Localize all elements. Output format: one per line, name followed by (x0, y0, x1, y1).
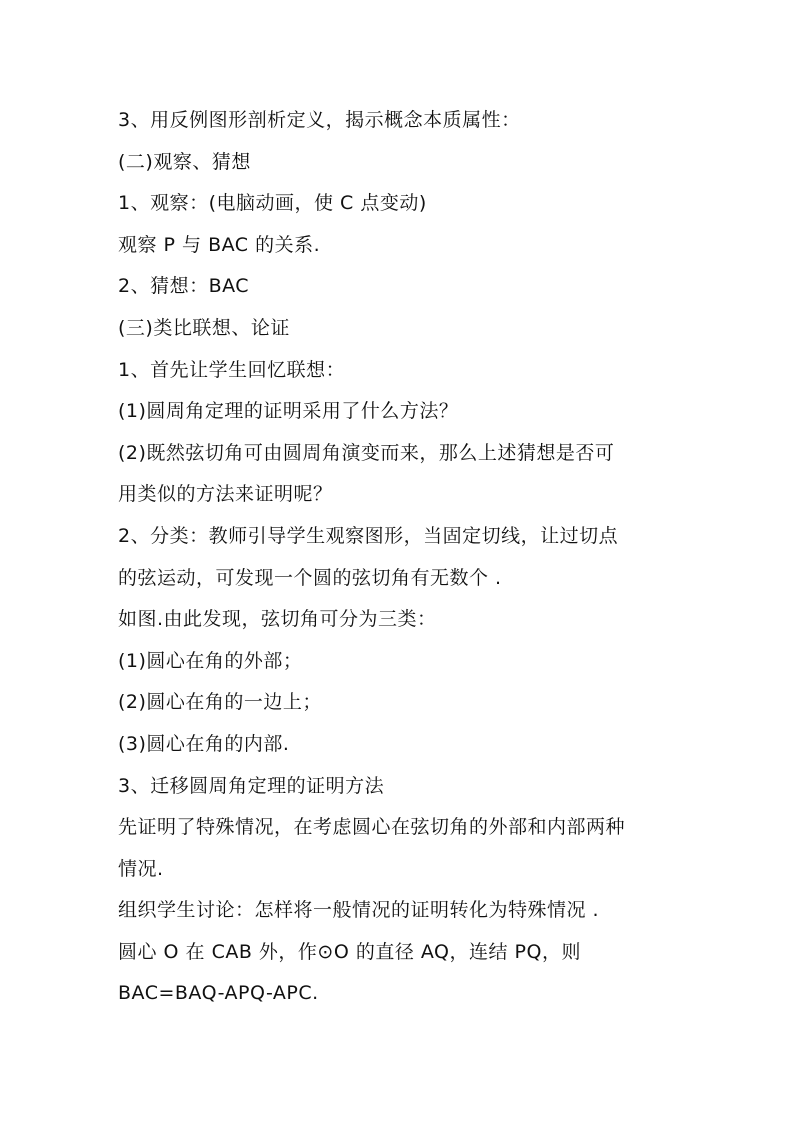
text-line: 3、迁移圆周角定理的证明方法 (118, 774, 385, 797)
text-line: 1、观察：(电脑动画，使 C 点变动) (118, 192, 427, 215)
text-line: 圆心 O 在 CAB 外，作⊙O 的直径 AQ，连结 PQ，则 (118, 940, 581, 963)
text-line: 观察 P 与 BAC 的关系. (118, 233, 321, 256)
text-line: BAC=BAQ-APQ-APC. (118, 982, 319, 1005)
section-heading: (三)类比联想、论证 (118, 316, 290, 339)
text-line: (2)既然弦切角可由圆周角演变而来，那么上述猜想是否可 (118, 441, 615, 464)
list-item: (2)圆心在角的一边上； (118, 691, 322, 714)
text-line: 3、用反例图形剖析定义，揭示概念本质属性： (118, 109, 521, 131)
text-line: 情况. (118, 857, 164, 880)
section-heading: (二)观察、猜想 (118, 150, 251, 173)
text-line: (1)圆周角定理的证明采用了什么方法？ (118, 400, 459, 423)
text-line: 组织学生讨论：怎样将一般情况的证明转化为特殊情况 . (118, 899, 600, 922)
text-line: 2、分类：教师引导学生观察图形，当固定切线，让过切点 (118, 524, 619, 547)
document-body (118, 100, 678, 1015)
text-line: 如图.由此发现，弦切角可分为三类： (118, 608, 437, 631)
text-line: 先证明了特殊情况，在考虑圆心在弦切角的外部和内部两种 (118, 816, 626, 839)
list-item: (3)圆心在角的内部. (118, 732, 290, 755)
text-line: 用类似的方法来证明呢？ (118, 483, 333, 506)
text-line: 2、猜想：BAC (118, 275, 250, 298)
text-line: 的弦运动，可发现一个圆的弦切角有无数个 . (118, 566, 502, 589)
list-item: (1)圆心在角的外部； (118, 649, 303, 672)
text-line: 1、首先让学生回忆联想： (118, 358, 346, 381)
